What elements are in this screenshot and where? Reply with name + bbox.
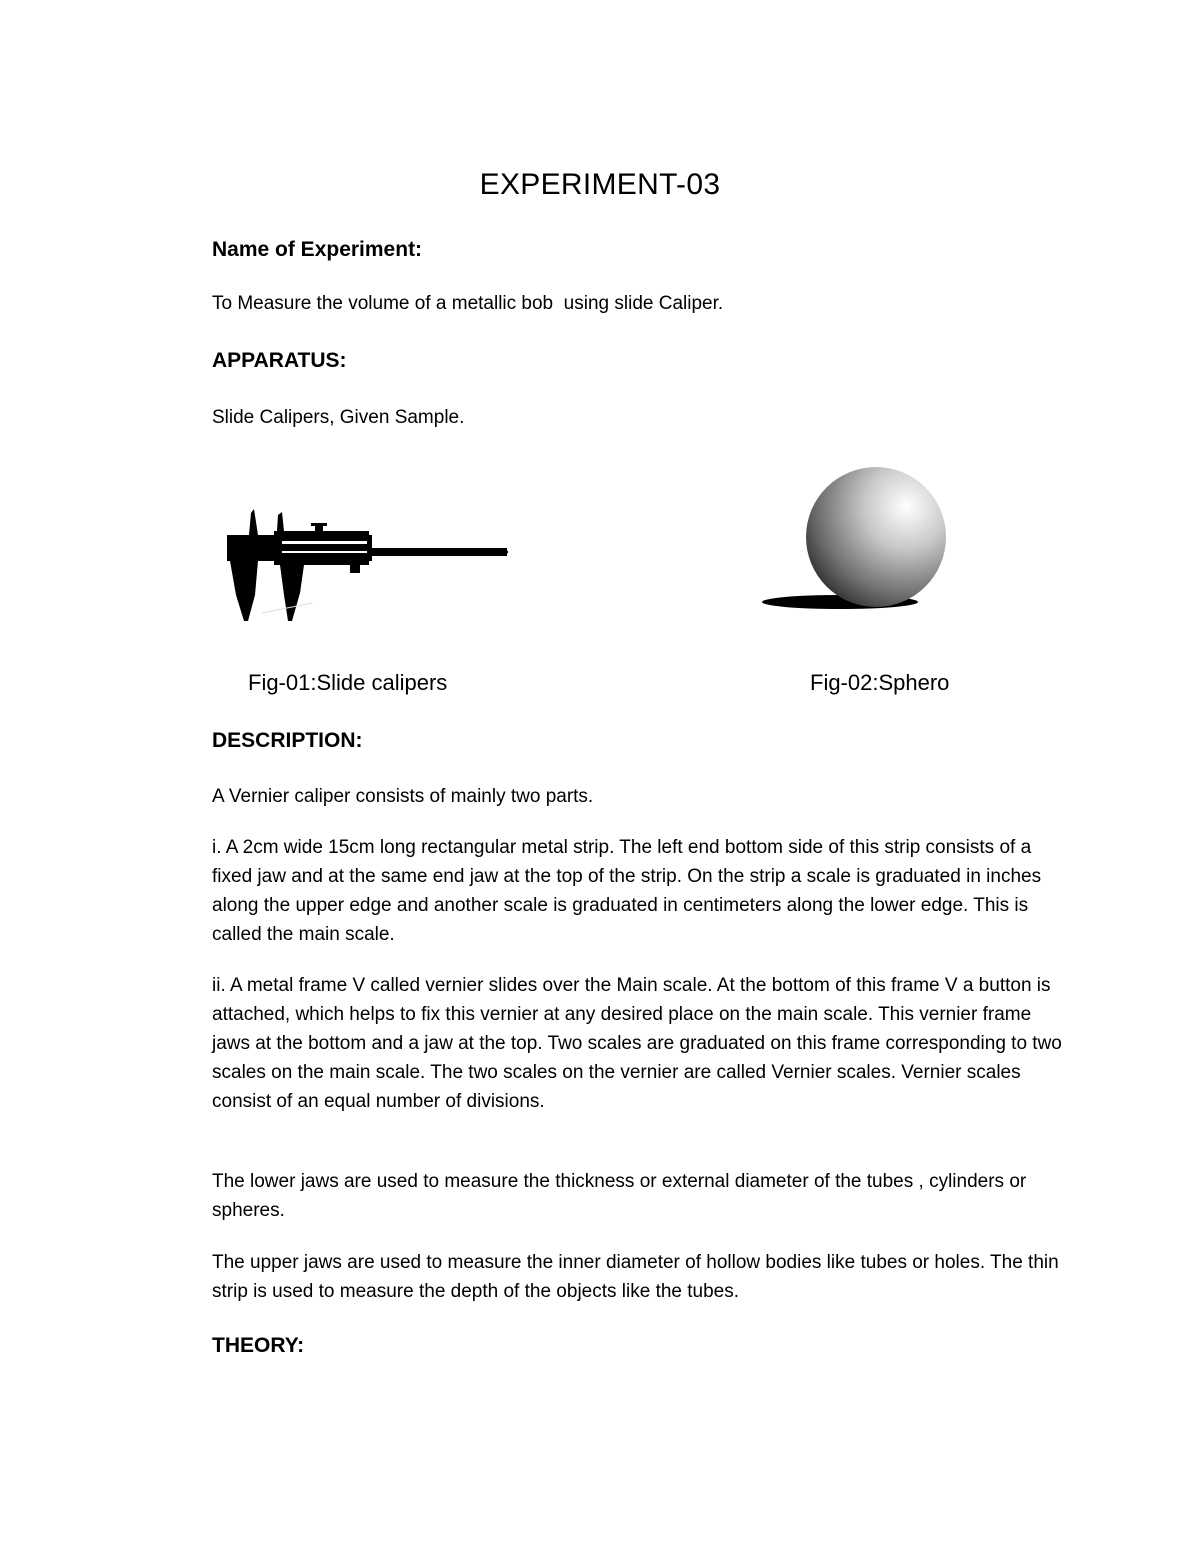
description-paragraph: A Vernier caliper consists of mainly two parts. xyxy=(212,786,594,807)
description-paragraph: The upper jaws are used to measure the inner diameter of hollow bodies like tubes or holes. The thin strip is used to measure the depth of the objects like the tubes. xyxy=(212,1252,1059,1302)
description-paragraph: ii. A metal frame V called vernier slides over the Main scale. At the bottom of this frame V a button is attached, which helps to fix this vernier at any desired place on the main scale. This vernier frame jaws at the bottom and a jaw at the top. Two scales are graduated on this frame corresponding to two scales on the main scale. The two scales on the vernier are called Vernier scales. Vernier scales consist of an equal number of divisions. xyxy=(212,975,1062,1112)
description-paragraph: i. A 2cm wide 15cm long rectangular metal strip. The left end bottom side of this strip consists of a fixed jaw and at the same end jaw at the top of the strip. On the strip a scale is graduated in inches along the upper edge and another scale is graduated in centimeters along the lower edge. This is called the main scale. xyxy=(212,837,1042,945)
experiment-name-text: To Measure the volume of a metallic bob using slide Caliper. xyxy=(212,293,724,314)
theory-heading: THEORY: xyxy=(212,1334,305,1357)
description-heading: DESCRIPTION: xyxy=(212,729,363,752)
figure-2-caption: Fig-02:Sphero xyxy=(810,670,950,695)
description-paragraph: The lower jaws are used to measure the thickness or external diameter of the tubes , cylinders or spheres. xyxy=(212,1171,1027,1221)
slide-calipers-icon xyxy=(222,495,522,630)
apparatus-text: Slide Calipers, Given Sample. xyxy=(212,407,465,428)
sphere-icon xyxy=(758,462,958,612)
figure-1-caption: Fig-01:Slide calipers xyxy=(248,670,448,695)
experiment-title: EXPERIMENT-03 xyxy=(479,168,721,201)
apparatus-heading: APPARATUS: xyxy=(212,349,347,372)
name-of-experiment-heading: Name of Experiment: xyxy=(212,238,423,261)
